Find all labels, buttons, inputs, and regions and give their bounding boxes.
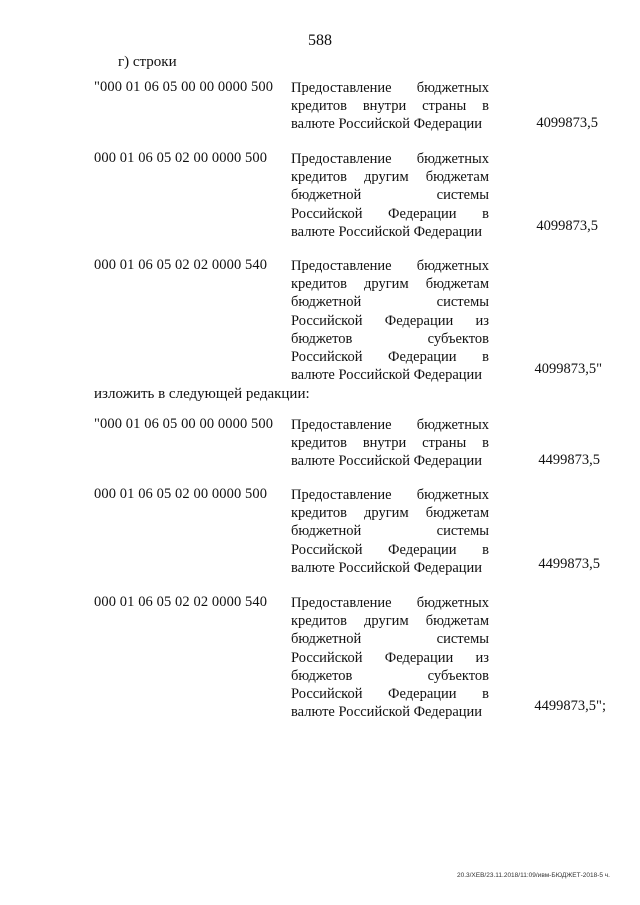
row-code: 000 01 06 05 02 00 0000 500 bbox=[94, 150, 268, 166]
row-description: Предоставление бюджетных кредитов внутри страны в валюте Российской Федерации bbox=[291, 80, 489, 133]
row-value: 4099873,5" bbox=[534, 361, 602, 377]
row-code: 000 01 06 05 02 02 0000 540 bbox=[94, 257, 268, 273]
row-value: 4099873,5 bbox=[536, 115, 598, 131]
amend-instruction: изложить в следующей редакции: bbox=[94, 386, 310, 402]
row-description: Предоставление бюджетных кредитов другим бюджетам бюджетной системы Российской Федерации из бюджетов субъектов Российской Федерации в валюте Российской Федерации bbox=[291, 595, 489, 721]
row-code: "000 01 06 05 00 00 0000 500 bbox=[94, 79, 274, 95]
row-value: 4499873,5"; bbox=[534, 698, 606, 714]
page-number: 588 bbox=[308, 32, 332, 49]
row-description: Предоставление бюджетных кредитов другим бюджетам бюджетной системы Российской Федерации в валюте Российской Федерации bbox=[291, 151, 489, 240]
footer-stamp: 20.3/ХЕВ/23.11.2018/11:09/ивм-БЮДЖЕТ-2018-5 ч. bbox=[456, 872, 610, 879]
row-value: 4499873,5 bbox=[538, 452, 600, 468]
row-description: Предоставление бюджетных кредитов другим бюджетам бюджетной системы Российской Федерации из бюджетов субъектов Российской Федерации в валюте Российской Федерации bbox=[291, 258, 489, 384]
row-description: Предоставление бюджетных кредитов другим бюджетам бюджетной системы Российской Федерации в валюте Российской Федерации bbox=[291, 487, 489, 576]
row-value: 4499873,5 bbox=[538, 556, 600, 572]
intro-text: г) строки bbox=[118, 54, 177, 70]
row-description: Предоставление бюджетных кредитов внутри страны в валюте Российской Федерации bbox=[291, 417, 489, 470]
row-code: 000 01 06 05 02 02 0000 540 bbox=[94, 594, 268, 610]
row-value: 4099873,5 bbox=[536, 218, 598, 234]
row-code: "000 01 06 05 00 00 0000 500 bbox=[94, 416, 274, 432]
row-code: 000 01 06 05 02 00 0000 500 bbox=[94, 486, 268, 502]
